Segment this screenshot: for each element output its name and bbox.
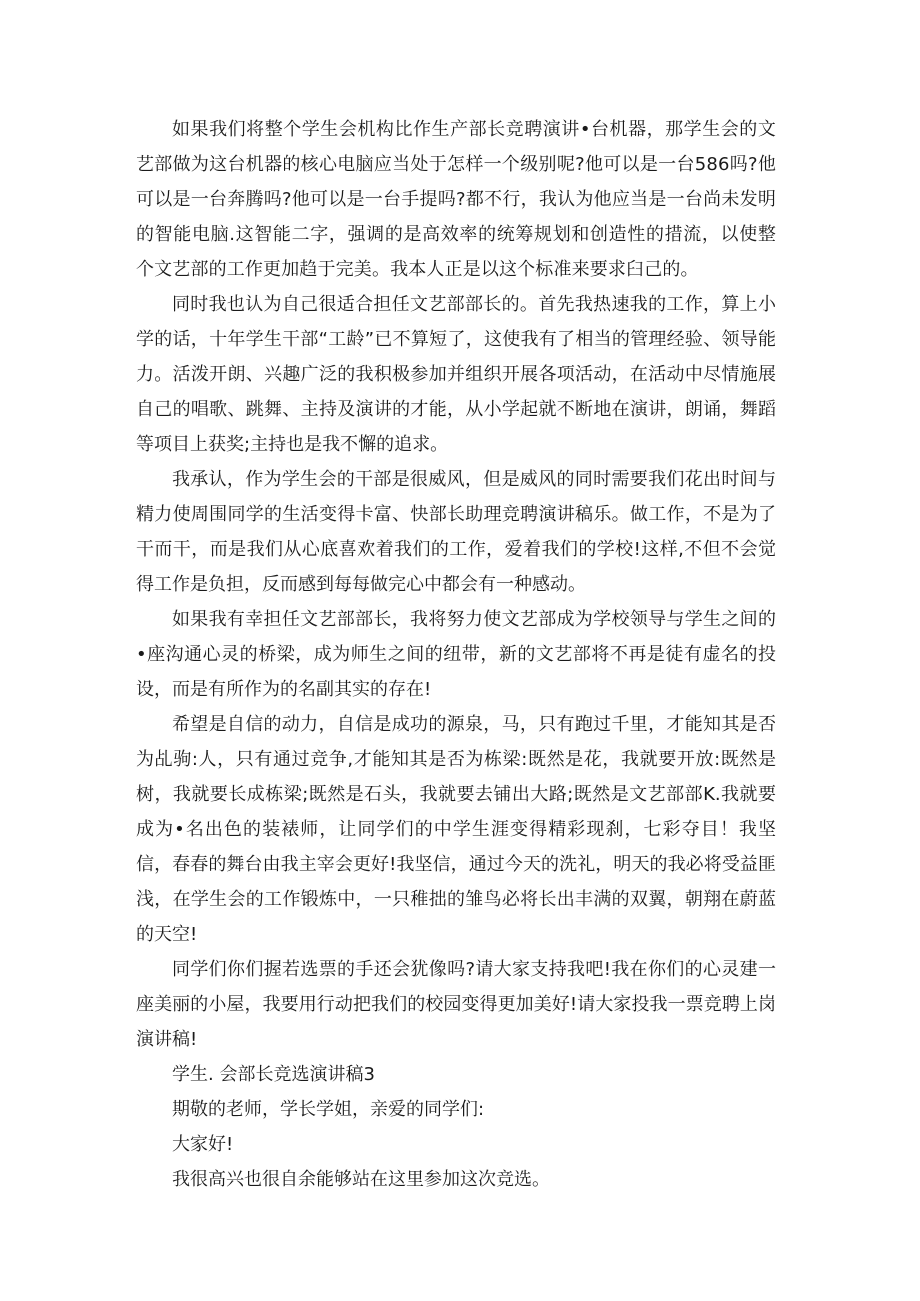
salutation: 期敬的老师，学长学姐，亲爱的同学们: (172, 1099, 485, 1120)
paragraph: 同时我也认为自己很适合担任文艺部部长的。首先我热速我的工作，算上小学的话，十年学生干部“工龄”已不算短了，这使我有了相当的管理经验、领导能力。活泼开朗、兴趣广泛的我积极参加并组织开展各项活动，在活动中尽情施展自己的唱歌、跳舞、主持及演讲的才能，从小学起就不断地在演讲，朗诵，舞蹈等项目上获奖;主持也是我不懈的追求。 (136, 294, 776, 455)
paragraph: 我承认，作为学生会的干部是很威风，但是威风的同时需要我们花出时间与精力使周围同学的生活变得卡富、快部长助理竞聘演讲稿乐。做工作，不是为了干而干，而是我们从心底喜欢着我们的工作，爱着我们的学校!这样,不但不会觉得工作是负担，反而感到每每做完心中都会有一种感动。 (136, 469, 776, 595)
opening-sentence: 我很高兴也很自余能够站在这里参加这次竞选。 (172, 1169, 550, 1190)
section-title: 学生. 会部长竞选演讲稿3 (172, 1064, 375, 1085)
greeting: 大家好! (172, 1134, 234, 1155)
paragraph: 同学们你们握若选票的手还会犹像吗?请大家支持我吧!我在你们的心灵建一座美丽的小屋，我要用行动把我们的校园变得更加美好!请大家投我一票竞聘上岗演讲稿! (136, 959, 776, 1050)
paragraph: 如果我们将整个学生会机构比作生产部长竞聘演讲•台机器，那学生会的文艺部做为这台机器的核心电脑应当处于怎样一个级别呢?他可以是一台586吗?他可以是一台奔腾吗?他可以是一台手提吗?都不行，我认为他应当是一台尚未发明的智能电脑.这智能二字，强调的是高效率的统筹规划和创造性的措流，以使整个文艺部的工作更加趋于完美。我本人正是以这个标准来要求臼己的。 (136, 119, 776, 280)
paragraph: 希望是自信的动力，自信是成功的源泉，马，只有跑过千里，才能知其是否为乩驹:人，只有通过竞争,才能知其是否为栋梁:既然是花，我就要开放:既然是树，我就要长成栋梁;既然是石头，我就要去铺出大路;既然是文艺部部K.我就要成为•名出色的装裱师，让同学们的中学生涯变得精彩现刹，七彩夺目！我坚信，春春的舞台由我主宰会更好!我坚信，通过今天的洗礼，明天的我必将受益匪浅，在学生会的工作锻炼中，一只稚拙的雏鸟必将长出丰满的双翼，朝翔在蔚蓝的天空! (136, 714, 776, 945)
paragraph: 如果我有幸担任文艺部部长，我将努力使文艺部成为学校领导与学生之间的•座沟通心灵的桥梁，成为师生之间的纽带，新的文艺部将不再是徒有虚名的投设，而是有所作为的名副其实的存在! (136, 609, 776, 700)
document-body (136, 112, 776, 1197)
